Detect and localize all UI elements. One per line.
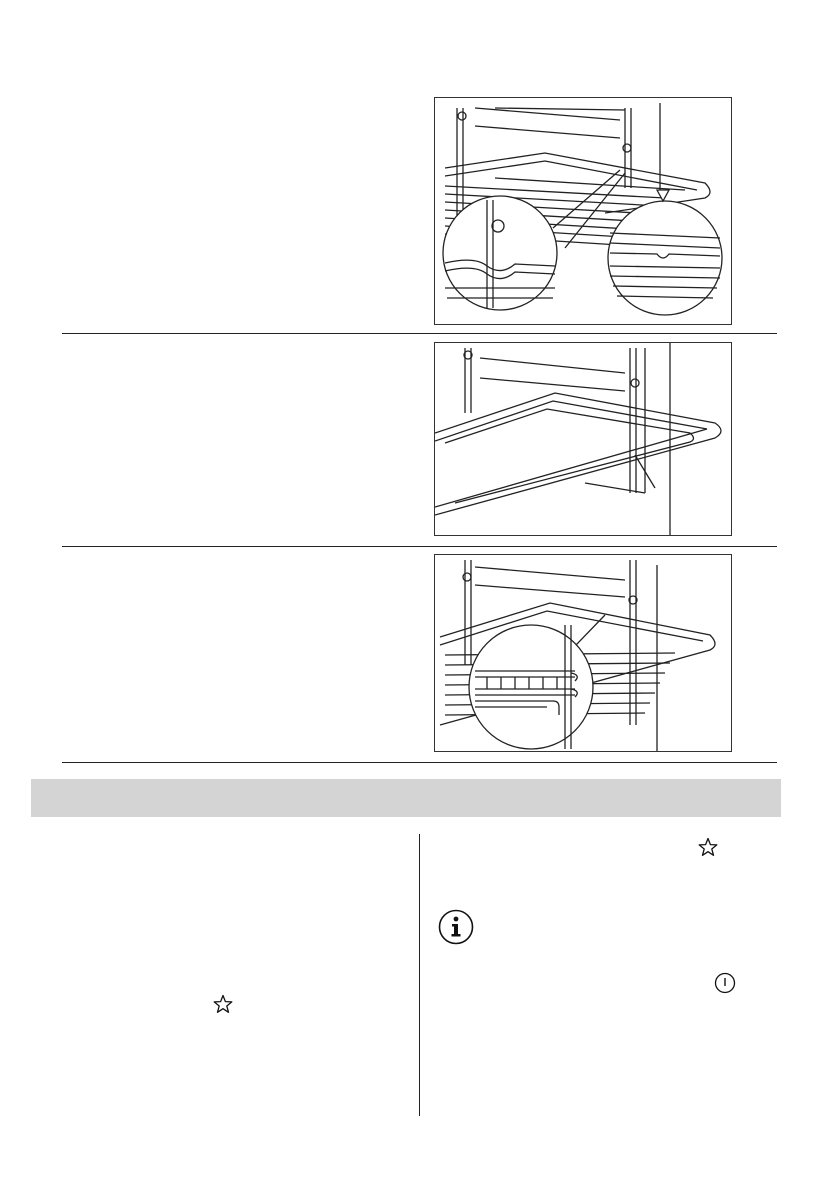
star-icon (213, 994, 233, 1014)
row-divider-1 (62, 333, 777, 334)
row-divider-2 (62, 546, 777, 547)
section-heading-band (31, 779, 781, 817)
star-icon (698, 837, 718, 857)
info-icon (438, 909, 474, 945)
power-icon (714, 972, 736, 994)
deep-pan-illustration (435, 343, 731, 535)
wire-shelf-illustration (435, 98, 731, 324)
shelf-pan-illustration (435, 555, 731, 751)
figure-shelf-and-pan-together (434, 554, 732, 752)
figure-deep-pan-insertion (434, 342, 732, 536)
figure-wire-shelf-insertion (434, 97, 732, 325)
column-divider (419, 834, 420, 1116)
row-divider-3 (62, 762, 777, 763)
